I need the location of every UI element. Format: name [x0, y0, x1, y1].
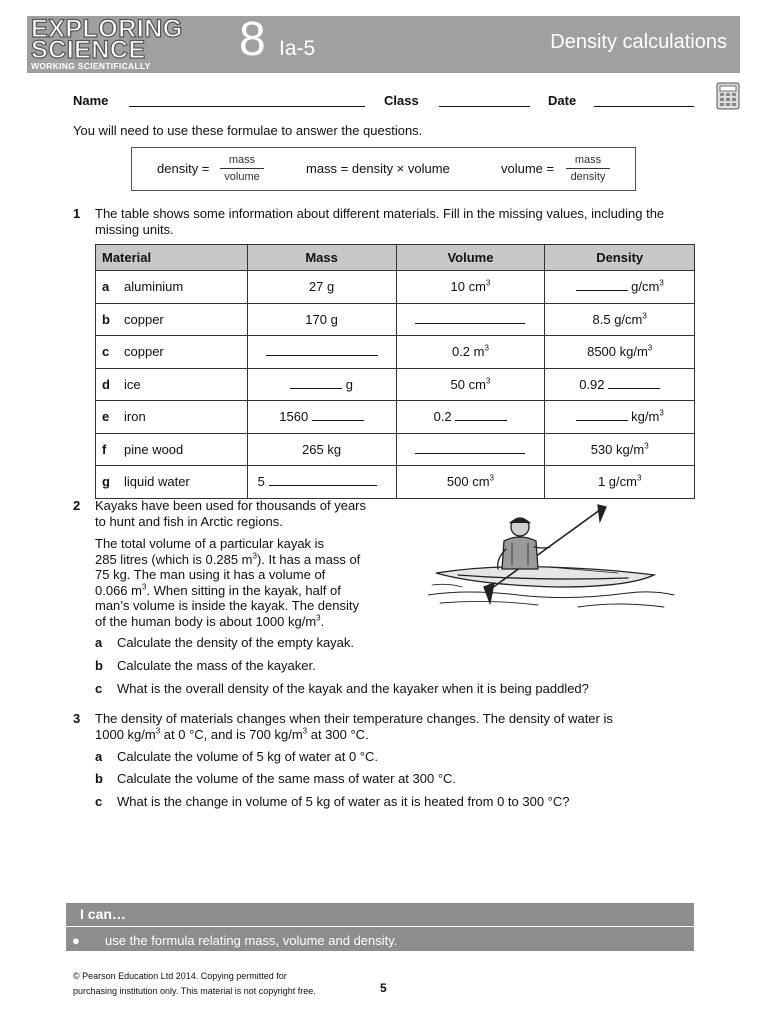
- density-cell: [545, 433, 695, 466]
- density-cell: [545, 271, 695, 304]
- volume-numerator: mass: [566, 154, 610, 169]
- volume-exponent: 3: [485, 278, 491, 288]
- brand-line-2: SCIENCE: [31, 36, 146, 64]
- brand-line-1: EXPLORING: [31, 15, 183, 43]
- q2-text: ). It has a mass of: [256, 551, 361, 567]
- q3-line: [95, 727, 705, 743]
- copyright-line: purchasing institution only. This material is not copyright free.: [73, 986, 316, 996]
- table-row: [96, 368, 695, 401]
- density-exponent: 3: [642, 311, 647, 321]
- column-header-density: Density: [545, 245, 695, 271]
- formula-box: [131, 147, 636, 191]
- column-header-material: Material: [96, 245, 248, 271]
- density-value: 1 g/cm: [597, 474, 637, 490]
- question-2-intro: [95, 498, 405, 529]
- density-denominator: volume: [224, 171, 260, 183]
- i-can-title: I can…: [80, 906, 126, 922]
- sub-label: a: [95, 635, 103, 650]
- name-label: Name: [73, 93, 109, 108]
- material-name: iron: [124, 409, 146, 425]
- volume-value: 10 cm: [450, 279, 486, 295]
- q2-line: The total volume of a particular kayak is: [95, 536, 325, 551]
- answer-blank[interactable]: [455, 409, 507, 421]
- volume-exponent: 3: [484, 343, 489, 353]
- material-cell: [96, 336, 248, 369]
- q2-line: [95, 614, 405, 630]
- volume-value: 50 cm: [450, 376, 486, 392]
- copyright-line: © Pearson Education Ltd 2014. Copying permitted for: [73, 971, 287, 981]
- sub-label: b: [95, 658, 103, 673]
- sub-text: Calculate the volume of the same mass of water at 300 °C.: [117, 771, 457, 786]
- mass-cell: 170 g: [247, 303, 396, 336]
- density-value: 8.5 g/cm: [592, 311, 643, 327]
- volume-value: 0.2 m: [451, 344, 485, 360]
- q2-line: [95, 583, 405, 599]
- i-can-box: [66, 903, 694, 951]
- row-letter: c: [102, 344, 110, 360]
- volume-cell: [396, 271, 545, 304]
- density-cell: [545, 303, 695, 336]
- volume-exponent: 3: [489, 473, 494, 483]
- volume-cell: [396, 368, 545, 401]
- sub-label: a: [95, 749, 103, 764]
- table-row: [96, 466, 695, 499]
- answer-blank[interactable]: [290, 377, 342, 389]
- density-numerator: mass: [220, 154, 264, 169]
- mass-cell: [247, 368, 396, 401]
- material-name: ice: [124, 376, 141, 392]
- question-1-number: 1: [73, 206, 81, 221]
- material-name: copper: [124, 311, 164, 327]
- sub-text: Calculate the density of the empty kayak.: [117, 635, 355, 650]
- material-cell: [96, 368, 248, 401]
- question-2-number: 2: [73, 498, 81, 513]
- material-name: pine wood: [124, 441, 184, 457]
- class-label: Class: [384, 93, 419, 108]
- volume-value: 500 cm: [446, 474, 490, 490]
- sub-label: c: [95, 794, 103, 809]
- volume-fraction: [566, 154, 610, 183]
- density-formula-prefix: density =: [157, 161, 210, 176]
- class-field[interactable]: [439, 106, 530, 107]
- density-cell: [545, 336, 695, 369]
- question-3-number: 3: [73, 711, 81, 726]
- material-cell: [96, 401, 248, 434]
- material-cell: [96, 433, 248, 466]
- volume-denominator: density: [570, 171, 606, 183]
- mass-prefix: 1560: [279, 409, 309, 425]
- q2-intro-line: to hunt and fish in Arctic regions.: [95, 513, 283, 529]
- mass-cell: [247, 336, 396, 369]
- sub-label: b: [95, 771, 103, 786]
- row-letter: g: [102, 474, 110, 490]
- question-2-paragraph: [95, 536, 405, 629]
- column-header-volume: Volume: [396, 245, 545, 271]
- q2-line: man’s volume is inside the kayak. The density: [95, 598, 359, 613]
- column-header-mass: Mass: [247, 245, 396, 271]
- table-row: [96, 433, 695, 466]
- exponent: 3: [252, 551, 257, 561]
- grade-number: 8: [239, 13, 266, 66]
- sub-text: What is the overall density of the kayak and the kayaker when it is being paddled?: [117, 681, 589, 696]
- volume-cell: [396, 401, 545, 434]
- answer-blank[interactable]: [576, 279, 628, 291]
- q2-text: 285 litres (which is 0.285 m: [95, 551, 253, 567]
- volume-formula-prefix: volume =: [501, 161, 555, 176]
- volume-cell: [396, 303, 545, 336]
- answer-blank[interactable]: [576, 409, 628, 421]
- mass-cell: 27 g: [247, 271, 396, 304]
- intro-text: You will need to use these formulae to answer the questions.: [73, 123, 423, 138]
- density-unit: kg/m: [631, 409, 660, 425]
- i-can-item: use the formula relating mass, volume and density.: [105, 933, 398, 948]
- bullet-icon: ●: [72, 933, 80, 948]
- q3-text: at 0 °C, and is 700 kg/m: [160, 726, 303, 742]
- brand-logo: [31, 16, 219, 73]
- mass-prefix: 5: [257, 474, 265, 490]
- density-exponent: 3: [644, 441, 649, 451]
- material-cell: [96, 466, 248, 499]
- mass-cell: [247, 466, 396, 499]
- row-letter: f: [102, 441, 107, 457]
- row-letter: e: [102, 409, 110, 425]
- answer-blank[interactable]: [312, 409, 364, 421]
- volume-cell: [396, 433, 545, 466]
- kayaker-illustration: [428, 503, 676, 615]
- copyright-notice: [73, 969, 316, 999]
- density-prefix: 0.92: [579, 376, 605, 392]
- q2-text: .: [320, 613, 325, 629]
- volume-prefix: 0.2: [433, 409, 452, 425]
- volume-cell: [396, 336, 545, 369]
- q3-text: 1000 kg/m: [95, 726, 156, 742]
- density-cell: [545, 368, 695, 401]
- name-field[interactable]: [129, 106, 365, 107]
- answer-blank[interactable]: [415, 442, 525, 454]
- sub-text: Calculate the mass of the kayaker.: [117, 658, 316, 673]
- exponent: 3: [302, 726, 308, 736]
- material-name: copper: [124, 344, 164, 360]
- question-3-text: [95, 711, 705, 742]
- exponent: 3: [316, 613, 321, 623]
- density-exponent: 3: [659, 408, 664, 418]
- mass-cell: 265 kg: [247, 433, 396, 466]
- question-1-text: The table shows some information about different materials. Fill in the missing values, including the missing units.: [95, 206, 665, 237]
- i-can-divider: [66, 926, 694, 927]
- table-row: [96, 401, 695, 434]
- density-exponent: 3: [647, 343, 653, 353]
- density-exponent: 3: [659, 278, 664, 288]
- mass-cell: [247, 401, 396, 434]
- q2-line: [95, 552, 405, 568]
- exponent: 3: [155, 726, 161, 736]
- date-label: Date: [548, 93, 577, 108]
- q3-line: The density of materials changes when their temperature changes. The density of water is: [95, 711, 613, 726]
- page-number: 5: [380, 981, 387, 995]
- table-header-row: [96, 245, 695, 271]
- density-cell: [545, 466, 695, 499]
- exponent: 3: [141, 582, 147, 592]
- table-row: [96, 336, 695, 369]
- mass-formula: mass = density × volume: [306, 161, 450, 176]
- sub-label: c: [95, 681, 103, 696]
- brand-line-3: WORKING SCIENTIFICALLY: [31, 61, 151, 71]
- q2-line: 75 kg. The man using it has a volume of: [95, 567, 326, 582]
- q3-text: at 300 °C.: [307, 726, 369, 742]
- material-cell: [96, 303, 248, 336]
- answer-blank[interactable]: [269, 474, 377, 486]
- material-name: liquid water: [124, 474, 190, 490]
- density-value: 530 kg/m: [590, 441, 645, 457]
- q2-text: 0.066 m: [95, 582, 142, 598]
- volume-exponent: 3: [485, 376, 491, 386]
- answer-blank[interactable]: [415, 312, 525, 324]
- row-letter: b: [102, 311, 110, 327]
- q2-text: . When sitting in the kayak, half of: [146, 582, 341, 598]
- answer-blank[interactable]: [608, 377, 660, 389]
- table-row: [96, 271, 695, 304]
- calculator-icon: [716, 82, 740, 110]
- row-letter: a: [102, 279, 110, 295]
- q2-intro-line: Kayaks have been used for thousands of years: [95, 498, 367, 513]
- density-exponent: 3: [636, 473, 642, 483]
- materials-table: [95, 244, 695, 499]
- mass-unit: g: [345, 376, 353, 392]
- sub-text: Calculate the volume of 5 kg of water at 0 °C.: [117, 749, 378, 764]
- sub-text: What is the change in volume of 5 kg of water as it is heated from 0 to 300 °C?: [117, 794, 570, 809]
- q2-text: of the human body is about 1000 kg/m: [95, 613, 317, 629]
- volume-cell: [396, 466, 545, 499]
- material-cell: [96, 271, 248, 304]
- table-row: [96, 303, 695, 336]
- unit-code: Ia-5: [279, 37, 316, 60]
- density-cell: [545, 401, 695, 434]
- material-name: aluminium: [124, 279, 184, 295]
- density-unit: g/cm: [631, 279, 660, 295]
- page-title: Density calculations: [550, 31, 727, 53]
- density-value: 8500 kg/m: [587, 344, 648, 360]
- density-fraction: [220, 154, 264, 183]
- row-letter: d: [102, 376, 110, 392]
- answer-blank[interactable]: [266, 344, 378, 356]
- date-field[interactable]: [594, 106, 694, 107]
